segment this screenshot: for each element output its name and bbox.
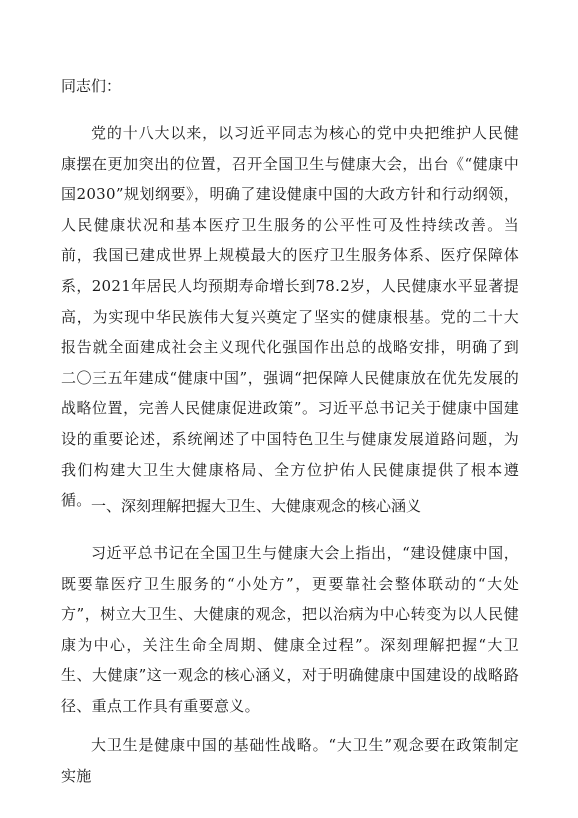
section-heading: 一、深刻理解把握大卫生、大健康观念的核心涵义 bbox=[91, 497, 422, 515]
body-paragraph-intro: 党的十八大以来，以习近平同志为核心的党中央把维护人民健康摆在更加突出的位置，召开全国卫生与健康大会，出台《“健康中国2030”规划纲要》，明确了建设健康中国的大政方针和行动纲领，人民健康状况和基本医疗卫生服务的公平性可及性持续改善。当前，我国已建成世界上规模最大的医疗卫生服务体系、医疗保障体系，2021年居民人均预期寿命增长到78.2岁，人民健康水平显著提高，为实现中华民族伟大复兴奠定了坚实的健康根基。党的二十大报告就全面建成社会主义现代化强国作出总的战略安排，明确了到二〇三五年建成“健康中国”，强调“把保障人民健康放在优先发展的战略位置，完善人民健康促进政策”。习近平总书记关于健康中国建设的重要论述，系统阐述了中国特色卫生与健康发展道路问题，为我们构建大卫生大健康格局、全方位护佑人民健康提供了根本遵循。 bbox=[61, 124, 519, 510]
body-paragraph-section-1: 习近平总书记在全国卫生与健康大会上指出，“建设健康中国，既要靠医疗卫生服务的“小处方”，更要靠社会整体联动的“大处方”，树立大卫生、大健康的观念，把以治病为中心转变为以人民健康为中心，关注生命全周期、健康全过程”。深刻理解把握“大卫生、大健康”这一观念的核心涵义，对于明确健康中国建设的战略路径、重点工作具有重要意义。 bbox=[61, 544, 519, 715]
salutation: 同志们： bbox=[61, 77, 122, 95]
body-paragraph-section-1-continued: 大卫生是健康中国的基础性战略。“大卫生”观念要在政策制定实施 bbox=[61, 736, 519, 785]
